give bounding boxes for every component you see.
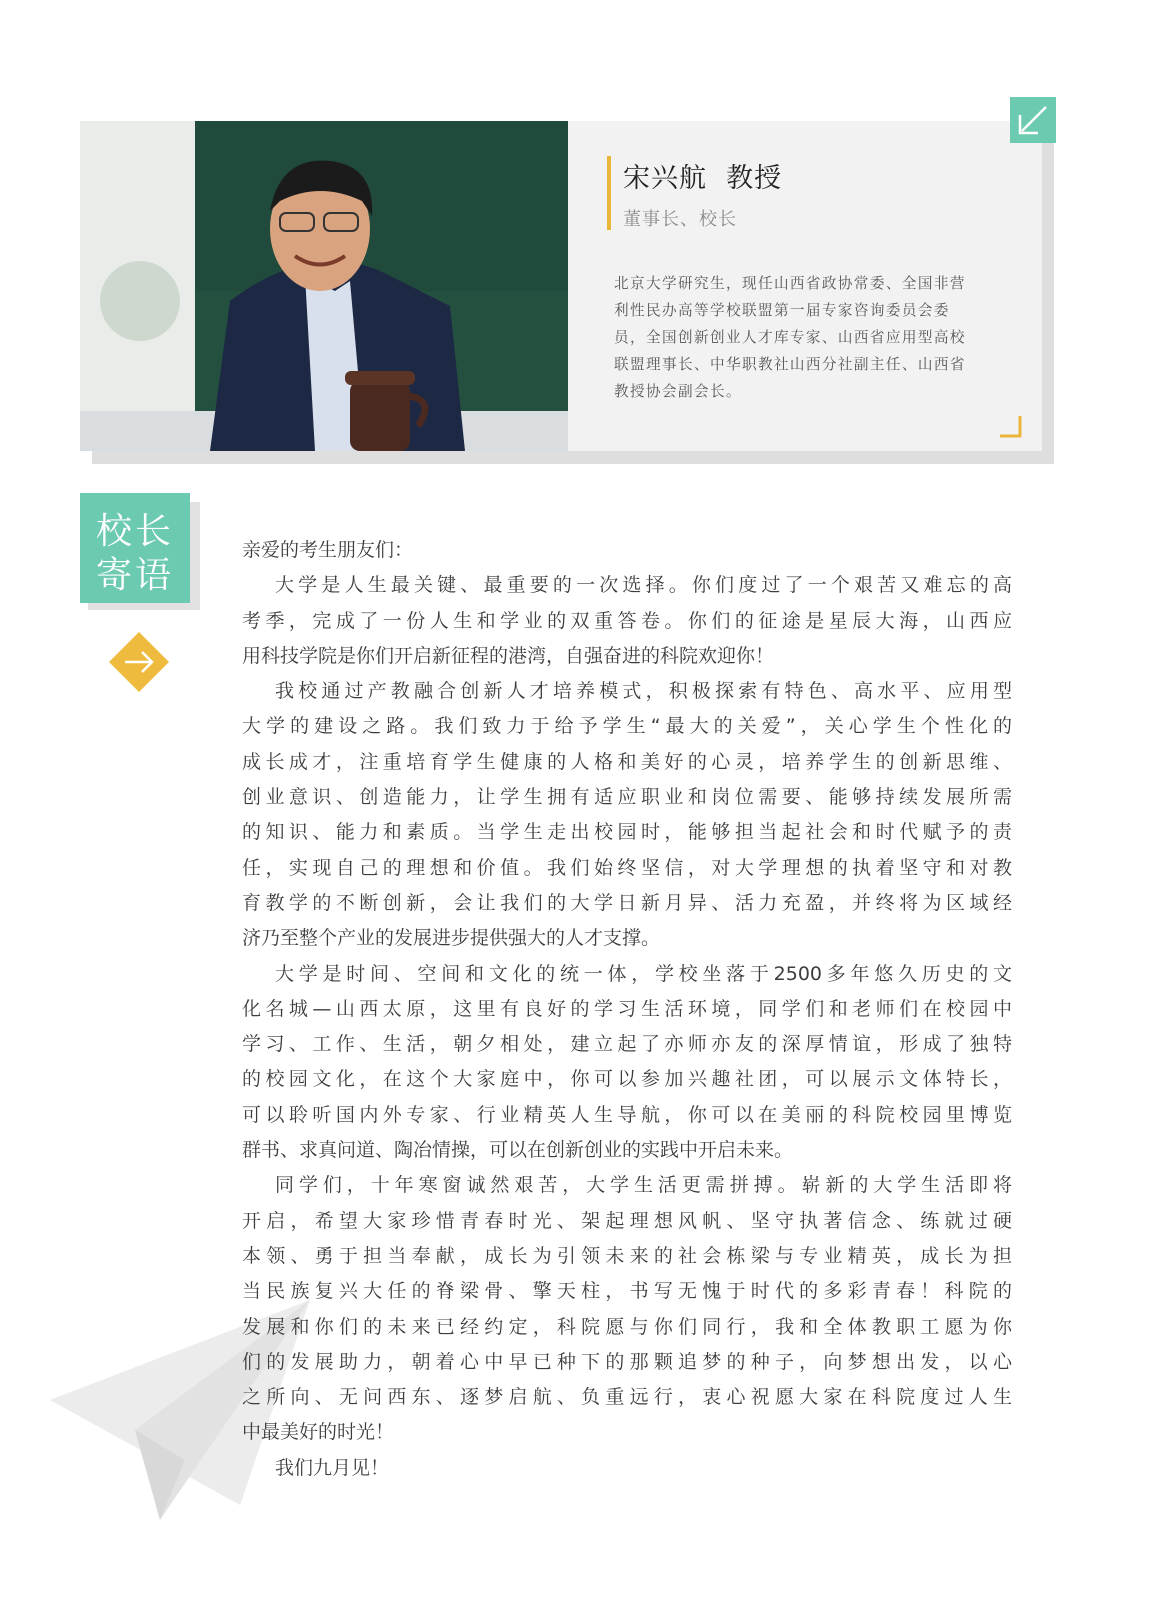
letter-line: 大学是人生最关键、最重要的一次选择。你们度过了一个艰苦又难忘的高 [275, 574, 1012, 597]
gold-corner-mark [998, 414, 1022, 438]
principal-name: 宋兴航 教授 [623, 163, 783, 194]
corner-arrow-icon [1010, 97, 1056, 143]
letter-line: 本领、勇于担当奉献，成长为引领未来的社会栋梁与专业精英，成长为担 [242, 1244, 1012, 1267]
letter-line: 成长成才，注重培育学生健康的人格和美好的心灵，培养学生的创新思维、 [242, 750, 1012, 773]
letter-line: 大学的建设之路。我们致力于给予学生“最大的关爱”，关心学生个性化的 [242, 715, 1012, 738]
letter-line: 育教学的不断创新，会让我们的大学日新月异、活力充盈，并终将为区域经 [242, 891, 1012, 914]
letter-line: 我们九月见！ [275, 1456, 390, 1479]
letter-line: 们的发展助力，朝着心中早已种下的那颗追梦的种子，向梦想出发，以心 [242, 1350, 1012, 1373]
letter-line: 亲爱的考生朋友们： [242, 539, 414, 561]
letter-line: 考季，完成了一份人生和学业的双重答卷。你们的征途是星辰大海，山西应 [242, 609, 1012, 632]
letter-line: 的校园文化，在这个大家庭中，你可以参加兴趣社团，可以展示文体特长， [242, 1068, 1012, 1091]
bio-line: 员，全国创新创业人才库专家、山西省应用型高校 [614, 329, 966, 346]
letter-line: 用科技学院是你们开启新征程的港湾，自强奋进的科院欢迎你！ [242, 644, 775, 667]
letter-line: 可以聆听国内外专家、行业精英人生导航，你可以在美丽的科院校园里博览 [242, 1103, 1012, 1126]
portrait-photo [80, 121, 568, 451]
section-label-line: 校长 [95, 511, 174, 552]
section-label [80, 493, 190, 603]
letter-line: 群书、求真问道、陶冶情操，可以在创新创业的实践中开启未来。 [242, 1139, 794, 1162]
name-accent-bar [607, 156, 611, 230]
letter-line: 之所向、无问西东、逐梦启航、负重远行，衷心祝愿大家在科院度过人生 [242, 1386, 1012, 1409]
arrow-right-icon [108, 631, 170, 693]
letter-line: 同学们，十年寒窗诚然艰苦，大学生活更需拼搏。崭新的大学生活即将 [275, 1174, 1012, 1197]
letter-line: 学习、工作、生活，朝夕相处，建立起了亦师亦友的深厚情谊，形成了独特 [242, 1033, 1012, 1056]
letter-line: 大学是时间、空间和文化的统一体，学校坐落于2500多年悠久历史的文 [275, 962, 1012, 985]
letter-line: 中最美好的时光！ [242, 1421, 395, 1444]
principal-bio [614, 272, 1014, 407]
letter-line: 济乃至整个产业的发展进步提供强大的人才支撑。 [242, 927, 661, 950]
letter-line: 化名城—山西太原，这里有良好的学习生活环境，同学们和老师们在校园中 [242, 997, 1012, 1020]
principal-letter [242, 535, 1012, 1488]
letter-line: 发展和你们的未来已经约定，科院愿与你们同行，我和全体教职工愿为你 [242, 1315, 1012, 1338]
principal-title: 董事长、校长 [623, 209, 737, 230]
letter-line: 我校通过产教融合创新人才培养模式，积极探索有特色、高水平、应用型 [275, 680, 1012, 703]
section-label-line: 寄语 [95, 555, 174, 596]
letter-line: 当民族复兴大任的脊梁骨、擎天柱，书写无愧于时代的多彩青春！科院的 [242, 1280, 1012, 1303]
letter-line: 任，实现自己的理想和价值。我们始终坚信，对大学理想的执着坚守和对教 [242, 856, 1012, 879]
letter-line: 开启，希望大家珍惜青春时光、架起理想风帆、坚守执著信念、练就过硬 [242, 1209, 1012, 1232]
bio-line: 利性民办高等学校联盟第一届专家咨询委员会委 [614, 302, 950, 319]
bio-line: 教授协会副会长。 [614, 383, 742, 400]
bio-line: 北京大学研究生，现任山西省政协常委、全国非营 [614, 275, 966, 292]
letter-line: 的知识、能力和素质。当学生走出校园时，能够担当起社会和时代赋予的责 [242, 821, 1012, 844]
bio-line: 联盟理事长、中华职教社山西分社副主任、山西省 [614, 356, 966, 373]
letter-line: 创业意识、创造能力，让学生拥有适应职业和岗位需要、能够持续发展所需 [242, 786, 1012, 809]
